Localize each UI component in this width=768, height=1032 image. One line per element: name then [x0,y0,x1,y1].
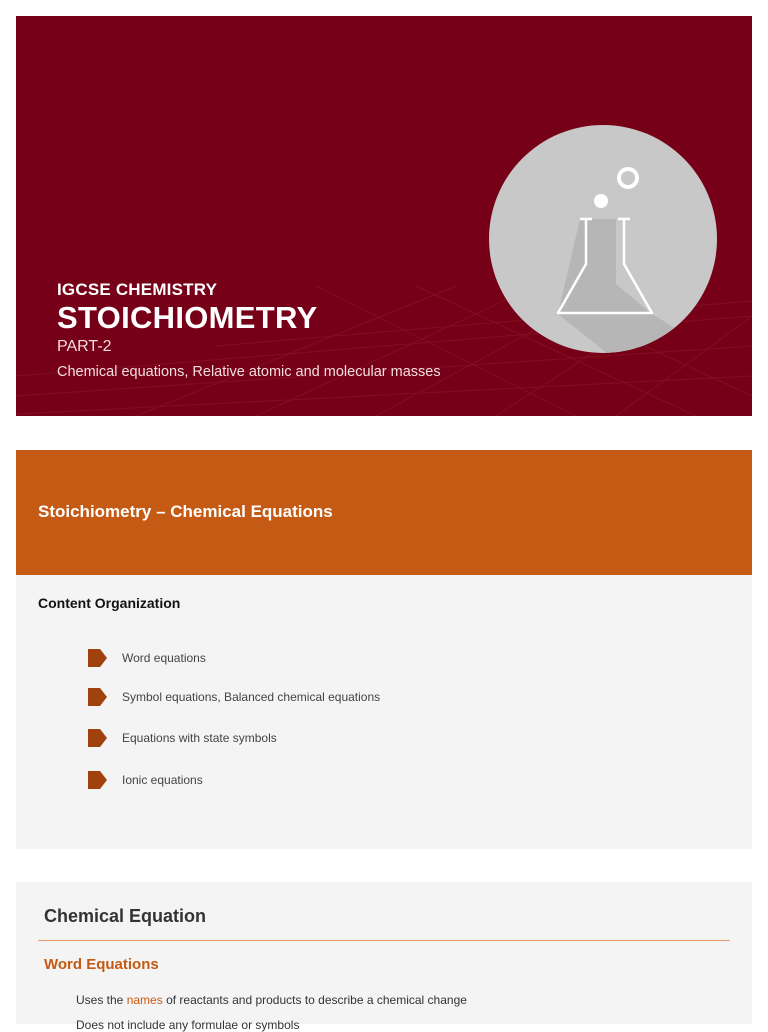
pentagon-arrow-icon [86,687,108,707]
part-label: PART-2 [57,338,112,355]
flask-icon [488,124,718,354]
pentagon-arrow-icon [86,770,108,790]
list-item [86,648,206,668]
title-slide [16,16,752,416]
list-item [86,770,203,790]
slide-title: Chemical Equation [44,906,207,926]
pentagon-arrow-icon [86,728,108,748]
slide-description: Chemical equations, Relative atomic and molecular masses [57,364,441,380]
list-item-label: Symbol equations, Balanced chemical equations [122,690,381,704]
section-subtitle: Word Equations [44,956,159,973]
body-text: of reactants and products to describe a chemical change [162,993,467,1007]
list-item-label: Word equations [122,651,206,665]
content-slide [16,450,752,849]
subject-label: IGCSE CHEMISTRY [57,280,218,299]
body-line: Does not include any formulae or symbols [76,1018,300,1032]
divider [38,940,730,941]
list-item-label: Ionic equations [122,773,203,787]
list-item-label: Equations with state symbols [122,731,277,745]
highlight-text: names [126,993,163,1007]
slide-header [16,450,752,575]
body-text: Uses the [76,993,127,1007]
section-title: Content Organization [38,595,181,611]
body-line [76,993,467,1007]
pentagon-arrow-icon [86,648,108,668]
slide-title: STOICHIOMETRY [57,300,318,335]
header-title: Stoichiometry – Chemical Equations [38,502,333,521]
equation-slide [16,882,752,1032]
list-item [86,687,380,707]
list-item [86,728,277,748]
